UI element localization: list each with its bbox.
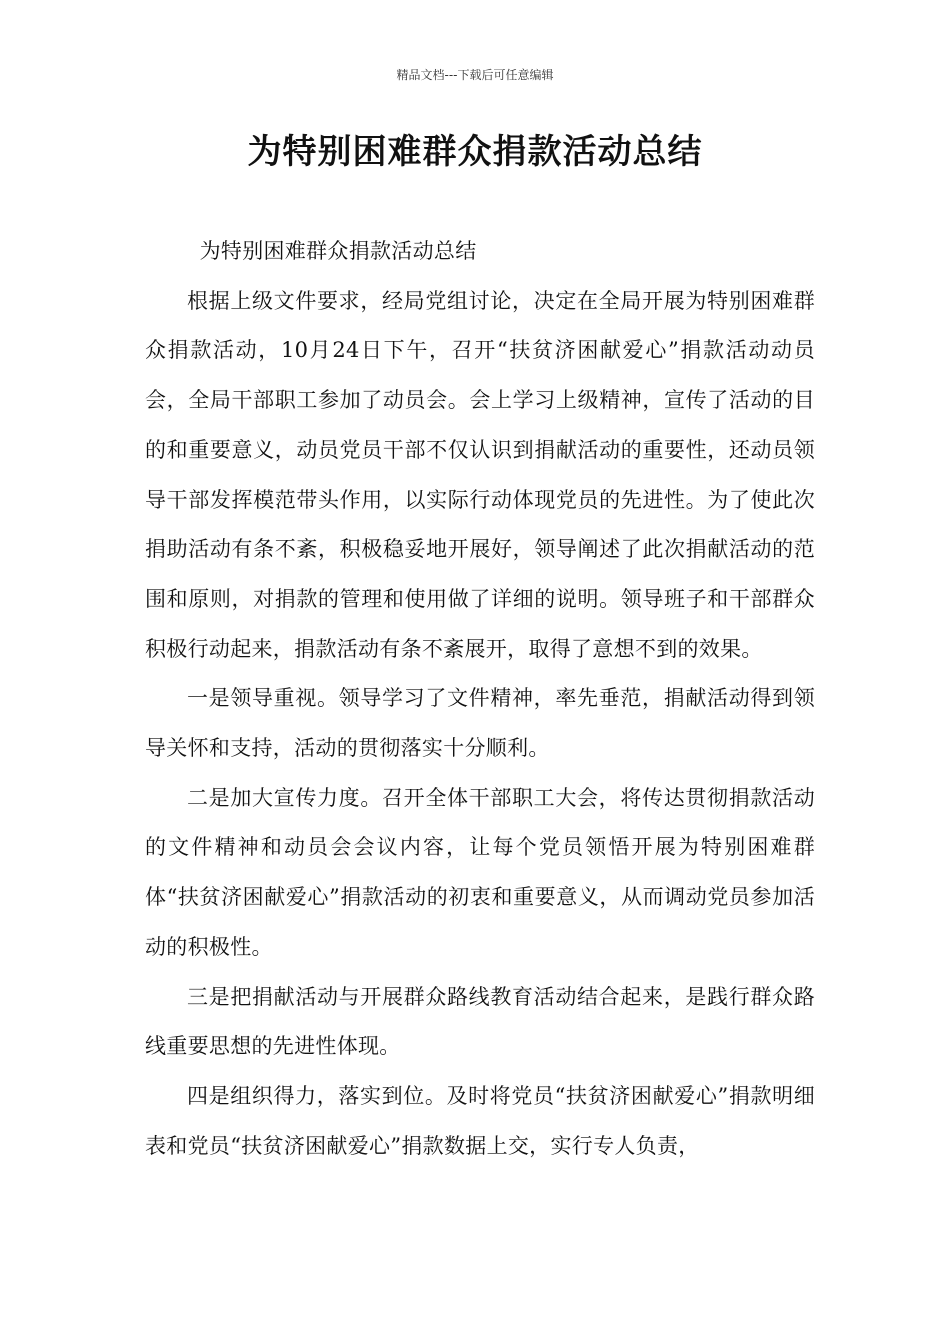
paragraph-point-4: 四是组织得力，落实到位。及时将党员“扶贫济困献爱心”捐款明细表和党员“扶贫济困献爱心”捐款数据上交，实行专人负责， [145, 1083, 815, 1158]
document-body [145, 227, 815, 1171]
paragraph-point-2: 二是加大宣传力度。召开全体干部职工大会，将传达贯彻捐款活动的文件精神和动员会会议内容，让每个党员领悟开展为特别困难群体“扶贫济困献爱心”捐款活动的初衷和重要意义，从而调动党员参加活动的积极性。 [145, 785, 815, 959]
header-note: 精品文档---下载后可任意编辑 [396, 68, 554, 82]
paragraph-point-1: 一是领导重视。领导学习了文件精神，率先垂范，捐献活动得到领导关怀和支持，活动的贯彻落实十分顺利。 [145, 686, 815, 761]
paragraph-point-3: 三是把捐献活动与开展群众路线教育活动结合起来，是践行群众路线重要思想的先进性体现。 [145, 984, 815, 1059]
document-title: 为特别困难群众捐款活动总结 [247, 132, 703, 172]
document-subtitle: 为特别困难群众捐款活动总结 [199, 239, 477, 263]
paragraph-intro: 根据上级文件要求，经局党组讨论，决定在全局开展为特别困难群众捐款活动，10月24日下午，召开“扶贫济困献爱心”捐款活动动员会，全局干部职工参加了动员会。会上学习上级精神，宣传了活动的目的和重要意义，动员党员干部不仅认识到捐献活动的重要性，还动员领导干部发挥模范带头作用，以实际行动体现党员的先进性。为了使此次捐助活动有条不紊，积极稳妥地开展好，领导阐述了此次捐献活动的范围和原则，对捐款的管理和使用做了详细的说明。领导班子和干部群众积极行动起来，捐款活动有条不紊展开，取得了意想不到的效果。 [145, 288, 815, 661]
